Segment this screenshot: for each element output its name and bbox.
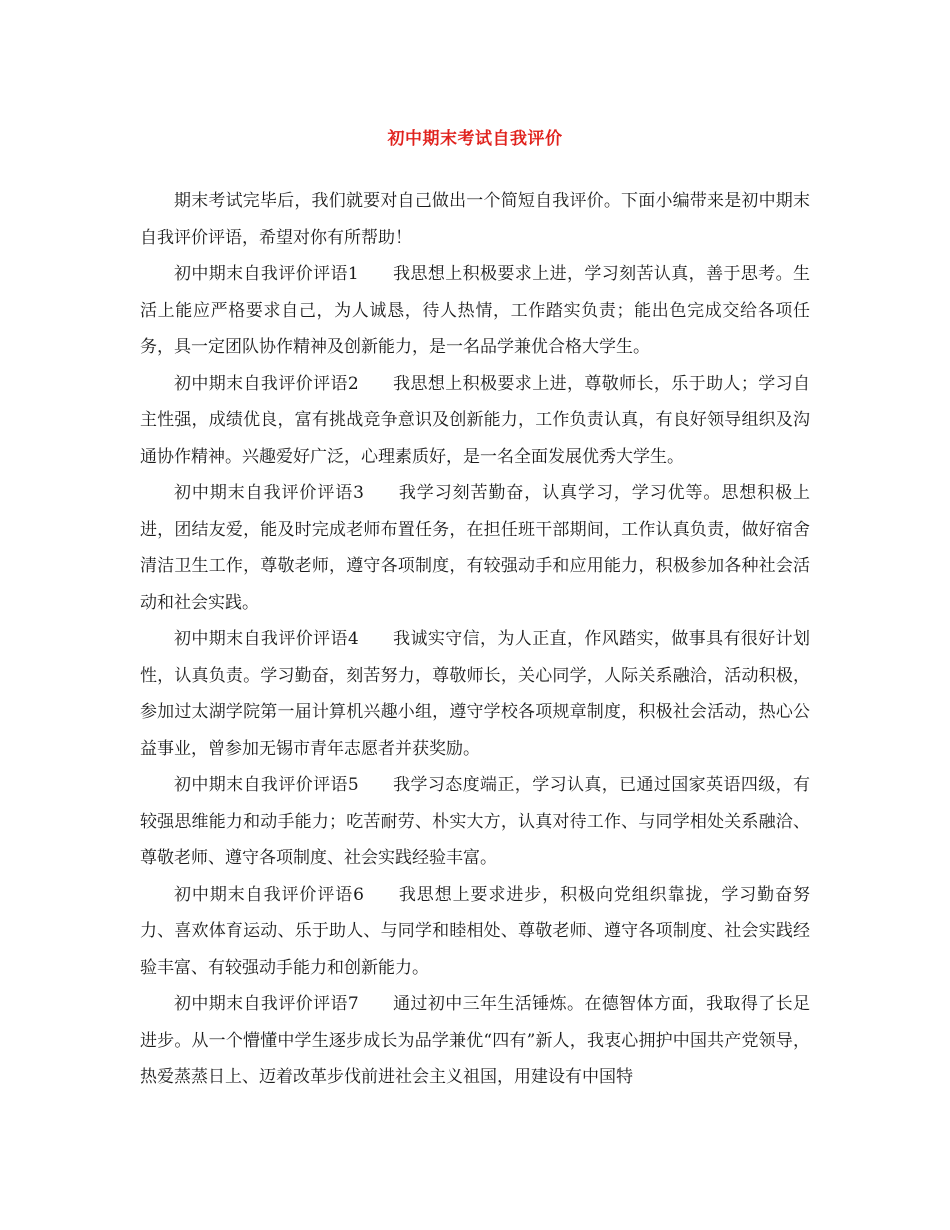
section-body: 我思想上积极要求上进，尊敬师长，乐于助人；学习自主性强，成绩优良，富有挑战竞争意识及创新能力，工作负责认真，有良好领导组织及沟通协作精神。兴趣爱好广泛，心理素质好，是一名全面发展优秀大学生。 xyxy=(140,373,810,467)
section-body: 我诚实守信，为人正直，作风踏实，做事具有很好计划性，认真负责。学习勤奋，刻苦努力，尊敬师长，关心同学，人际关系融洽，活动积极，参加过太湖学院第一届计算机兴趣小组，遵守学校各项规章制度，积极社会活动，热心公益事业，曾参加无锡市青年志愿者并获奖励。 xyxy=(140,629,810,759)
section-paragraph xyxy=(140,475,810,621)
section-paragraph xyxy=(140,877,810,987)
section-paragraph xyxy=(140,621,810,767)
document-body xyxy=(140,183,810,1096)
section-paragraph xyxy=(140,366,810,476)
section-heading: 初中期末自我评价评语1 xyxy=(174,264,359,284)
intro-paragraph: 期末考试完毕后，我们就要对自己做出一个简短自我评价。下面小编带来是初中期末自我评价评语，希望对你有所帮助！ xyxy=(140,191,810,248)
section-heading: 初中期末自我评价评语5 xyxy=(174,775,359,795)
section-body: 我思想上积极要求上进，学习刻苦认真，善于思考。生活上能应严格要求自己，为人诚恳，待人热情，工作踏实负责；能出色完成交给各项任务，具一定团队协作精神及创新能力，是一名品学兼优合格大学生。 xyxy=(140,264,810,357)
section-body: 通过初中三年生活锤炼。在德智体方面，我取得了长足进步。从一个懵懂中学生逐步成长为品学兼优“四有”新人，我衷心拥护中国共产党领导，热爱蒸蒸日上、迈着改革步伐前进社会主义祖国，用建设有中国特 xyxy=(140,994,810,1087)
section-heading: 初中期末自我评价评语7 xyxy=(174,994,359,1014)
section-paragraph xyxy=(140,256,810,366)
section-heading: 初中期末自我评价评语4 xyxy=(174,629,359,649)
section-paragraph xyxy=(140,767,810,877)
document-title: 初中期末考试自我评价 xyxy=(387,129,563,149)
section-body: 我学习态度端正，学习认真，已通过国家英语四级，有较强思维能力和动手能力；吃苦耐劳、朴实大方，认真对待工作、与同学相处关系融洽、尊敬老师、遵守各项制度、社会实践经验丰富。 xyxy=(140,775,810,868)
section-body: 我学习刻苦勤奋，认真学习，学习优等。思想积极上进，团结友爱，能及时完成老师布置任务，在担任班干部期间，工作认真负责，做好宿舍清洁卫生工作，尊敬老师，遵守各项制度，有较强动手和应用能力，积极参加各种社会活动和社会实践。 xyxy=(140,483,810,613)
section-heading: 初中期末自我评价评语3 xyxy=(174,483,364,503)
section-heading: 初中期末自我评价评语6 xyxy=(174,884,364,905)
section-heading: 初中期末自我评价评语2 xyxy=(174,373,359,394)
section-paragraph xyxy=(140,986,810,1096)
section-body: 我思想上要求进步，积极向党组织靠拢，学习勤奋努力、喜欢体育运动、乐于助人、与同学和睦相处、尊敬老师、遵守各项制度、社会实践经验丰富、有较强动手能力和创新能力。 xyxy=(140,884,810,978)
